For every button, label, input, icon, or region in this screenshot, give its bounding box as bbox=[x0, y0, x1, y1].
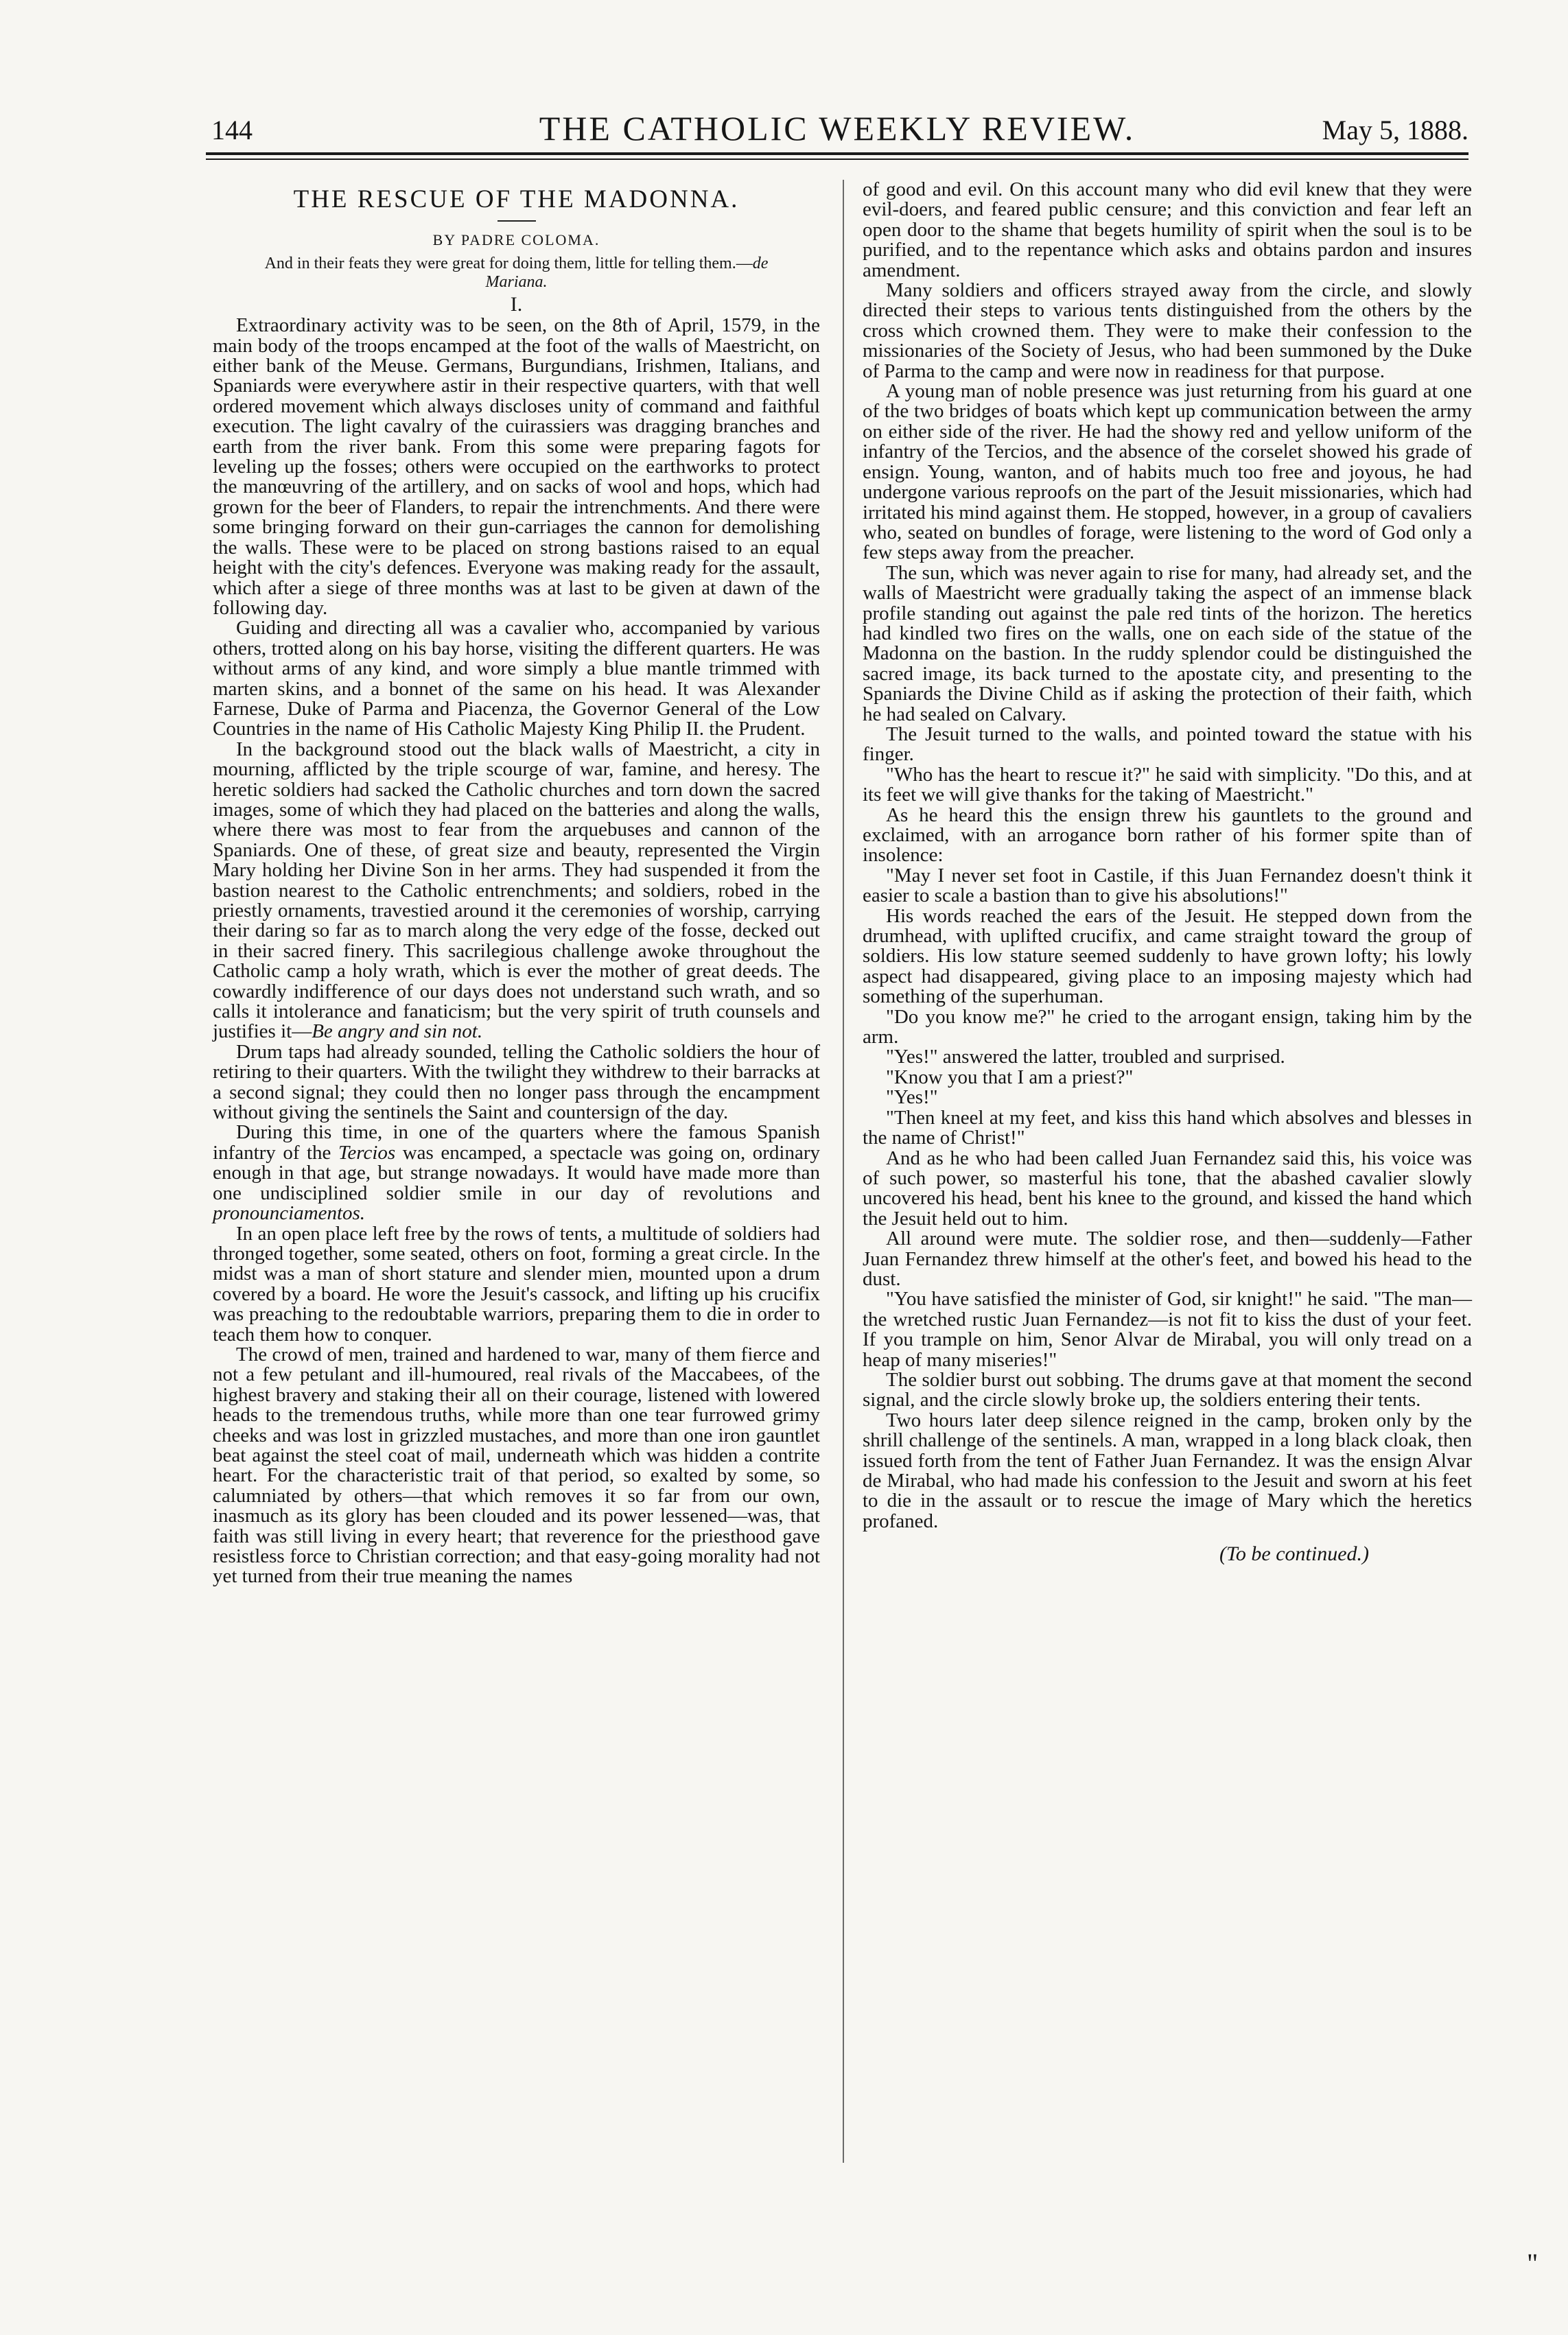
paragraph-italic: pronounciamentos. bbox=[213, 1202, 366, 1225]
paragraph-italic: Tercios bbox=[338, 1141, 396, 1164]
paragraph-italic: Be angry and sin not. bbox=[312, 1020, 483, 1043]
paragraph: "You have satisfied the minister of God, sir knight!" he said. "The man—the wretched rustic Juan Fernandez—is not fit to kiss the dust of your feet. If you trample on him, Senor Alvar de Mirabal, you will only tread on a heap of many miseries!" bbox=[863, 1288, 1472, 1371]
paragraph: Many soldiers and officers strayed away from the circle, and slowly directed their steps to various tents distinguished from the others by the cross which crowned them. They were to make their confession to the missionaries of the Society of Jesus, who had been summoned by the Duke of Parma to the camp and were now in readiness for that purpose. bbox=[863, 279, 1472, 382]
title-dash bbox=[498, 220, 536, 222]
paragraph-text: During this time, in one of the quarters where the famous Spanish infantry of the bbox=[213, 1121, 820, 1164]
paragraph: All around were mute. The soldier rose, and then—suddenly—Father Juan Fernandez threw himself at the other's feet, and bowed his head to the dust. bbox=[863, 1228, 1472, 1290]
paragraph: As he heard this the ensign threw his gauntlets to the ground and exclaimed, with an arrogance born rather of his former spite than of insolence: bbox=[863, 803, 1472, 867]
paragraph: His words reached the ears of the Jesuit. He stepped down from the drumhead, with uplifted crucifix, and came straight toward the group of soldiers. His low stature seemed suddenly to have grown lofty; his lowly aspect had disappeared, giving place to an imposing majesty which had something of the superhuman. bbox=[863, 904, 1472, 1008]
paragraph: Two hours later deep silence reigned in the camp, broken only by the shrill challenge of the sentinels. A man, wrapped in a long black cloak, then issued forth from the tent of Father Juan Fernandez. It was the ensign Alvar de Mirabal, who had made his confession to the Jesuit and sworn at his feet to die in the assault or to rescue the image of Mary which the heretics profaned. bbox=[863, 1409, 1472, 1532]
paragraph: And as he who had been called Juan Fernandez said this, his voice was of such power, so masterful his tone, that the abashed cavalier slowly uncovered his head, bent his knee to the ground, and kissed the hand which the Jesuit held out to him. bbox=[863, 1147, 1472, 1230]
paragraph: "Then kneel at my feet, and kiss this hand which absolves and blesses in the name of Christ!" bbox=[863, 1106, 1472, 1149]
paragraph: The crowd of men, trained and hardened to war, many of them fierce and not a few petulant and ill-humoured, real rivals of the Maccabees, of the highest bravery and staking their all on their courage, listened with lowered heads to the tremendous truths, while more than one tear furrowed grimy cheeks and was lost in grizzled mustaches, and more than one iron gauntlet beat against the steel coat of mail, underneath which was hidden a contrite heart. For the characteristic trait of that period, so exalted by some, so calumniated by others—that which removes it so far from our own, inasmuch as its glory has been clouded and its power lessened—was, that faith was still living in every heart; that reverence for the priesthood gave resistless force to Christian correction; and that easy-going morality had not yet turned from their true meaning the names bbox=[213, 1343, 820, 1588]
left-column bbox=[213, 180, 820, 2327]
paragraph: "Who has the heart to rescue it?" he said with simplicity. "Do this, and at its feet we will give thanks for the taking of Maestricht." bbox=[863, 763, 1472, 806]
page-header bbox=[206, 107, 1468, 155]
paragraph bbox=[213, 740, 820, 1042]
paragraph: Extraordinary activity was to be seen, on the 8th of April, 1579, in the main body of the troops encamped at the foot of the walls of Maestricht, on either bank of the Meuse. Germans, Burgundians, Irishmen, Italians, and Spaniards were everywhere astir in their respective quarters, with that well ordered movement which always discloses unity of command and faithful execution. The light cavalry of the cuirassiers was dragging branches and earth from the river bank. From this some were preparing fagots for leveling up the fosses; others were occupied on the earthworks to protect the manœuvring of the artillery, and on sacks of wool and hops, which had grown for the beer of Flanders, to repair the intrenchments. And there were some bringing forward on their gun-carriages the cannon for demolishing the walls. These were to be placed on strong bastions raised to an equal height with the city's defences. Everyone was making ready for the assault, which after a siege of three months was at last to be given at dawn of the following day. bbox=[213, 314, 820, 619]
paragraph: Guiding and directing all was a cavalier who, accompanied by various others, trotted along on his bay horse, visiting the different quarters. He was without arms of any kind, and wore simply a blue mantle trimmed with marten skins, and a bonnet of the same on his head. It was Alexander Farnese, Duke of Parma and Piacenza, the Governor General of the Low Countries in the name of His Catholic Majesty King Philip II. the Prudent. bbox=[213, 617, 820, 740]
article-byline: BY PADRE COLOMA. bbox=[432, 231, 600, 249]
paragraph: The soldier burst out sobbing. The drums gave at that moment the second signal, and the circle slowly broke up, the soldiers entering their tents. bbox=[863, 1368, 1472, 1411]
article-title: THE RESCUE OF THE MADONNA. bbox=[293, 185, 740, 213]
paragraph: "Yes!" bbox=[886, 1086, 938, 1109]
masthead: THE CATHOLIC WEEKLY REVIEW. bbox=[539, 109, 1136, 148]
corner-mark: " bbox=[1527, 2248, 1538, 2279]
epigraph-text: And in their feats they were great for doing them, little for telling them.— bbox=[264, 254, 753, 272]
epigraph-source: de Mariana. bbox=[485, 254, 769, 291]
paragraph: In an open place left free by the rows of tents, a multitude of soldiers had thronged together, some seated, others on foot, forming a great circle. In the midst was a man of short stature and slender mien, mounted upon a drum covered by a board. He wore the Jesuit's cassock, and lifting up his crucifix was preaching to the redoubtable warriors, preparing them to die in order to teach them how to conquer. bbox=[213, 1222, 820, 1346]
paragraph: "Know you that I am a priest?" bbox=[886, 1066, 1134, 1088]
paragraph: The sun, which was never again to rise for many, had already set, and the walls of Maestricht were gradually taking the aspect of an immense black profile standing out against the pale red tints of the horizon. The heretics had kindled two fires on the walls, one on each side of the statue of the Madonna on the bastion. In the ruddy splendor could be distinguished the sacred image, its back turned to the apostate city, and presenting to the Spaniards the Divine Child as if asking the protection of their faith, which he had sealed on Calvary. bbox=[863, 561, 1472, 725]
to-be-continued: (To be continued.) bbox=[1219, 1542, 1369, 1566]
paragraph: "Yes!" answered the latter, troubled and surprised. bbox=[886, 1046, 1285, 1068]
paragraph: A young man of noble presence was just returning from his guard at one of the two bridges of boats which kept up communication between the army on either side of the river. He had the showy red and yellow uniform of the infantry of the Tercios, and the absence of the corselet showed his grade of ensign. Young, wanton, and of habits much too free and joyous, he had undergone various reproofs on the part of the Jesuit missionaries, which had irritated his mind against them. He stopped, however, in a group of cavaliers who, seated on bundles of forage, were listening to the word of God only a few steps away from the preacher. bbox=[863, 380, 1472, 564]
paragraph: Drum taps had already sounded, telling the Catholic soldiers the hour of retiring to their quarters. With the twilight they withdrew to their barracks at a second signal; they could then no longer pass through the encampment without giving the sentinels the Saint and countersign of the day. bbox=[213, 1040, 820, 1124]
column-separator bbox=[843, 180, 844, 2163]
paragraph: The Jesuit turned to the walls, and pointed toward the statue with his finger. bbox=[863, 723, 1472, 766]
paragraph-text: In the background stood out the black walls of Maestricht, a city in mourning, afflicted by the triple scourge of war, famine, and heresy. The heretic soldiers had sacked the Catholic churches and torn down the sacred images, some of which they had placed on the batteries and along the walls, where there was most to fear from the arquebuses and cannon of the Spaniards. One of these, of great size and beauty, represented the Virgin Mary holding her Divine Son in her arms. They had suspended it from the bastion nearest to the Catholic entrenchments; and soldiers, robed in the priestly ornaments, travestied around it the ceremonies of worship, carrying their daring so far as to march along the very edge of the fosse, decked out in their sacred finery. This sacrilegious challenge awoke throughout the Catholic camp a holy wrath, which is ever the mother of great deeds. The cowardly indifference of our days does not understand such wrath, and so calls it intolerance and fanaticism; but the very spirit of truth counsels and justifies it— bbox=[213, 738, 820, 1043]
paragraph: of good and evil. On this account many who did evil knew that they were evil-doers, and feared public censure; and this conviction and fear left an open door to the shame that begets humility of spirit when the soul is to be purified, and to the repentance which asks and obtains pardon and insures amendment. bbox=[863, 178, 1472, 281]
paragraph-text: was encamped, a spectacle was going on, ordinary enough in that age, but strange nowadays. It would have made more than one undisciplined soldier smile in our day of revolutions and bbox=[213, 1141, 820, 1204]
paragraph: "Do you know me?" he cried to the arrogant ensign, taking him by the arm. bbox=[863, 1005, 1472, 1048]
epigraph bbox=[233, 255, 799, 292]
paragraph: "May I never set foot in Castile, if this Juan Fernandez doesn't think it easier to scale a bastion than to give his absolutions!" bbox=[863, 864, 1472, 907]
section-number: I. bbox=[510, 292, 523, 316]
issue-date: May 5, 1888. bbox=[1322, 115, 1468, 145]
page-number: 144 bbox=[211, 115, 253, 145]
header-rule-thin bbox=[206, 159, 1468, 160]
right-column bbox=[863, 180, 1472, 2327]
header-rule bbox=[206, 152, 1468, 155]
paragraph bbox=[213, 1123, 820, 1223]
